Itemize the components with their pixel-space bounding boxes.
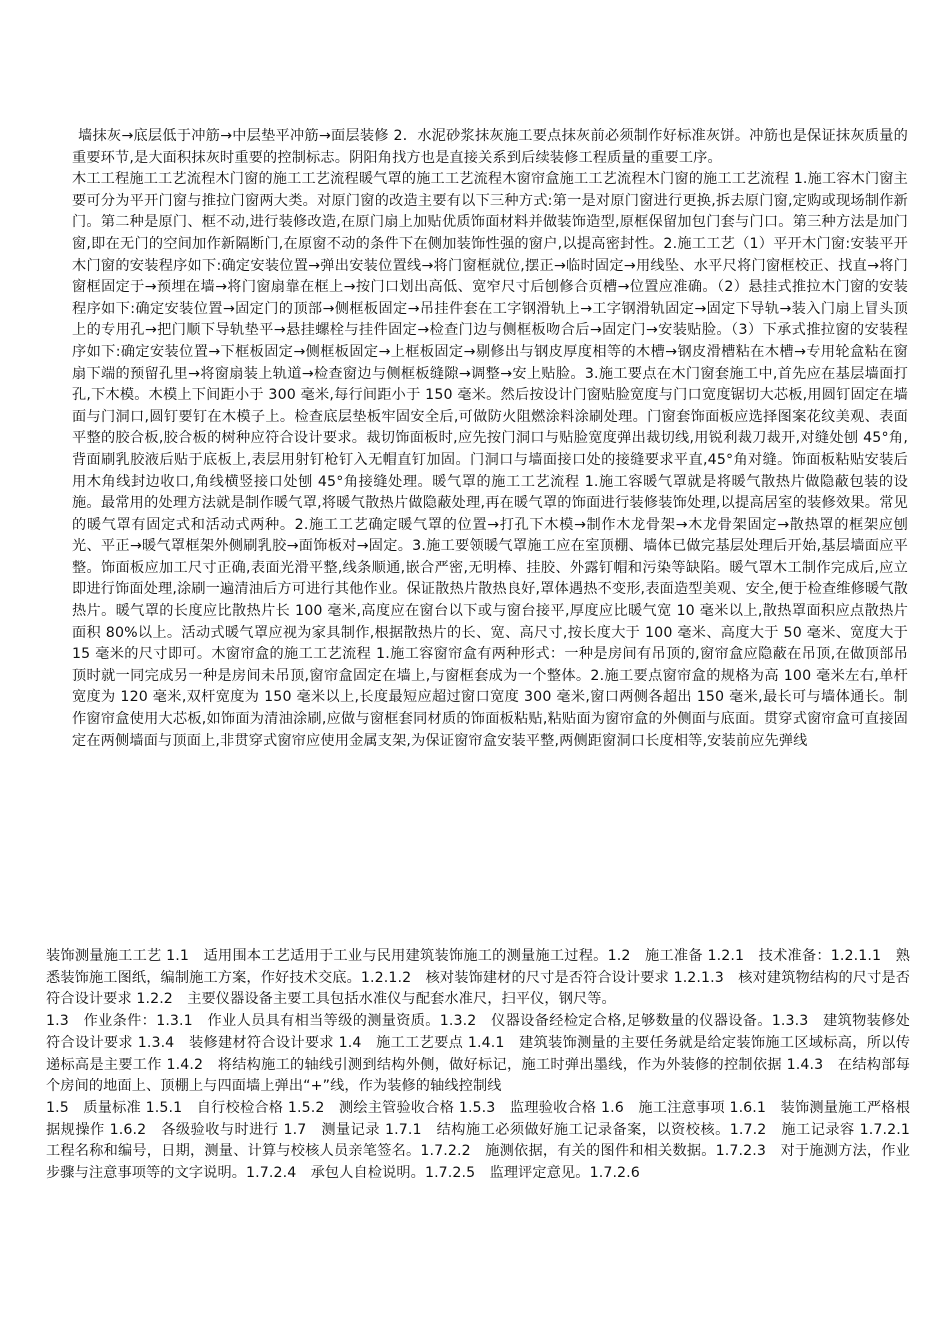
- measurement-paragraph-1: 装饰测量施工工艺 1.1 适用围本工艺适用于工业与民用建筑装饰施工的测量施工过程。1.2 施工准备 1.2.1 技术准备：1.2.1.1 熟悉装饰施工图纸，编制施工方案，作好技术交底。1.2.1.2 核对装饰建材的尺寸是否符合设计要求 1.2.1.3 核对建筑物结构的尺寸是否符合设计要求 1.2.2 主要仪器设备主要工具包括水准仪与配套水准尺，扫平仪，钢尺等。: [46, 948, 910, 1008]
- construction-process-section: [72, 126, 908, 752]
- measurement-paragraph-3: 1.5 质量标准 1.5.1 自行校检合格 1.5.2 测绘主管验收合格 1.5.3 监理验收合格 1.6 施工注意事项 1.6.1 装饰测量施工严格根据规操作 1.6.2 各级验收与时进行 1.7 测量记录 1.7.1 结构施工必须做好施工记录备案，以资校核。1.7.2 施工记录容 1.7.2.1 工程名称和编号，日期，测量、计算与校核人员亲笔签名。1.7.2.2 施测依据，有关的图件和相关数据。1.7.2.3 对于施测方法，作业步骤与注意事项等的文字说明。1.7.2.4 承包人自检说明。1.7.2.5 监理评定意见。1.7.2.6: [46, 1099, 925, 1182]
- measurement-section: [46, 946, 925, 1185]
- woodwork-paragraph: 木工工程施工工艺流程木门窗的施工工艺流程暖气罩的施工工艺流程木窗帘盒施工工艺流程木门窗的施工工艺流程 1.施工容木门窗主要可分为平开门窗与推拉门窗两大类。对原门窗的改造主要有以下三种方式:第一是对原门窗进行更换,拆去原门窗,定购或现场制作新门。第二种是原门、框不动,进行装修改造,在原门扇上加贴优质饰面材料并做装饰造型,原框保留加包门套与门口。第三种方法是加门窗,即在无门的空间加作新隔断门,在原窗不动的条件下在侧加装饰性强的窗户,以提高密封性。2.施工工艺（1）平开木门窗:安装平开木门窗的安装程序如下:确定安装位置→弹出安装位置线→将门窗框就位,摆正→临时固定→用线坠、水平尺将门窗框校正、找直→将门窗框固定于→预埋在墙→将门窗扇靠在框上→按门口划出高低、宽窄尺寸后刨修合页槽→位置应准确。（2）悬挂式推拉木门窗的安装程序如下:确定安装位置→固定门的顶部→侧框板固定→吊挂件套在工字钢滑轨上→工字钢滑轨固定→固定下导轨→装入门扇上冒头顶上的专用孔→把门顺下导轨垫平→悬挂螺栓与挂件固定→检查门边与侧框板吻合后→固定门→安装贴脸。（3）下承式推拉窗的安装程序如下:确定安装位置→下框板固定→侧框板固定→上框板固定→剔修出与钢皮厚度相等的木槽→钢皮滑槽粘在木槽→专用轮盒粘在窗扇下端的预留孔里→将窗扇装上轨道→检查窗边与侧框板缝隙→调整→安上贴脸。3.施工要点在木门窗套施工中,首先应在基层墙面打孔,下木模。木模上下间距小于 300 毫米,每行间距小于 150 毫米。然后按设计门窗贴脸宽度与门口宽度锯切大芯板,用圆钉固定在墙面与门洞口,圆钉要钉在木模子上。检查底层垫板牢固安全后,可做防火阻燃涂料涂刷处理。门窗套饰面板应选择图案花纹美观、表面平整的胶合板,胶合板的树种应符合设计要求。裁切饰面板时,应先按门洞口与贴脸宽度弹出裁切线,用锐利裁刀裁开,对缝处刨 45°角,背面刷乳胶液后贴于底板上,表层用射钉枪钉入无帽直钉加固。门洞口与墙面接口处的接缝要求平直,45°角对缝。饰面板粘贴安装后用木角线封边收口,角线横竖接口处刨 45°角接缝处理。暖气罩的施工工艺流程 1.施工容暖气罩就是将暖气散热片做隐蔽包装的设施。最常用的处理方法就是制作暖气罩,将暖气散热片做隐蔽处理,再在暖气罩的饰面进行装修装饰处理,以提高居室的装修效果。常见的暖气罩有固定式和活动式两种。2.施工工艺确定暖气罩的位置→打孔下木模→制作木龙骨架→木龙骨架固定→散热罩的框架应刨光、平正→暖气罩框架外侧刷乳胶→面饰板对→固定。3.施工要领暖气罩施工应在室顶棚、墙体已做完基层处理后开始,基层墙面应平整。饰面板应加工尺寸正确,表面光滑平整,线条顺通,嵌合严密,无明棒、挂胶、外露钉帽和污染等缺陷。暖气罩木工制作完成后,应立即进行饰面处理,涂刷一遍清油后方可进行其他作业。保证散热片散热良好,罩体遇热不变形,表面造型美观、安全,便于检查维修暖气散热片。暖气罩的长度应比散热片长 100 毫米,高度应在窗台以下或与窗台接平,厚度应比暖气宽 10 毫米以上,散热罩面积应点散热片面积 80%以上。活动式暖气罩应视为家具制作,根据散热片的长、宽、高尺寸,按长度大于 100 毫米、高度大于 50 毫米、宽度大于 15 毫米的尺寸即可。木窗帘盒的施工工艺流程 1.施工容窗帘盒有两种形式：一种是房间有吊顶的,窗帘盒应隐蔽在吊顶,在做顶部吊顶时就一同完成另一种是房间未吊顶,窗帘盒固定在墙上,与窗框套成为一个整体。2.施工要点窗帘盒的规格为高 100 毫米左右,单杆宽度为 120 毫米,双杆宽度为 150 毫米以上,长度最短应超过窗口宽度 300 毫米,窗口两侧各超出 150 毫米,最长可与墙体通长。制作窗帘盒使用大芯板,如饰面为清油涂刷,应做与窗框套同材质的饰面板粘贴,粘贴面为窗帘盒的外侧面与底面。贯穿式窗帘盒可直接固定在两侧墙面与顶面上,非贯穿式窗帘应使用金属支架,为保证窗帘盒安装平整,两侧距窗洞口长度相等,安装前应先弹线: [72, 171, 908, 749]
- measurement-paragraph-2: 1.3 作业条件：1.3.1 作业人员具有相当等级的测量资质。1.3.2 仪器设备经检定合格,足够数量的仪器设备。1.3.3 建筑物装修处符合设计要求 1.3.4 装修建材符合设计要求 1.4 施工工艺要点 1.4.1 建筑装饰测量的主要任务就是给定装饰施工区域标高，所以传递标高是主要工作 1.4.2 将结构施工的轴线引测到结构外侧，做好标记，施工时弹出墨线，作为外装修的控制依据 1.4.3 在结构部每个房间的地面上、顶棚上与四面墙上弹出“+”线，作为装修的轴线控制线: [46, 1013, 910, 1095]
- plaster-paragraph: 墙抹灰→底层低于冲筋→中层垫平冲筋→面层装修 2．水泥砂浆抹灰施工要点抹灰前必须制作好标准灰饼。冲筋也是保证抹灰质量的重要环节,是大面积抹灰时重要的控制标志。阴阳角找方也是直接关系到后续装修工程质量的重要工序。: [72, 128, 908, 166]
